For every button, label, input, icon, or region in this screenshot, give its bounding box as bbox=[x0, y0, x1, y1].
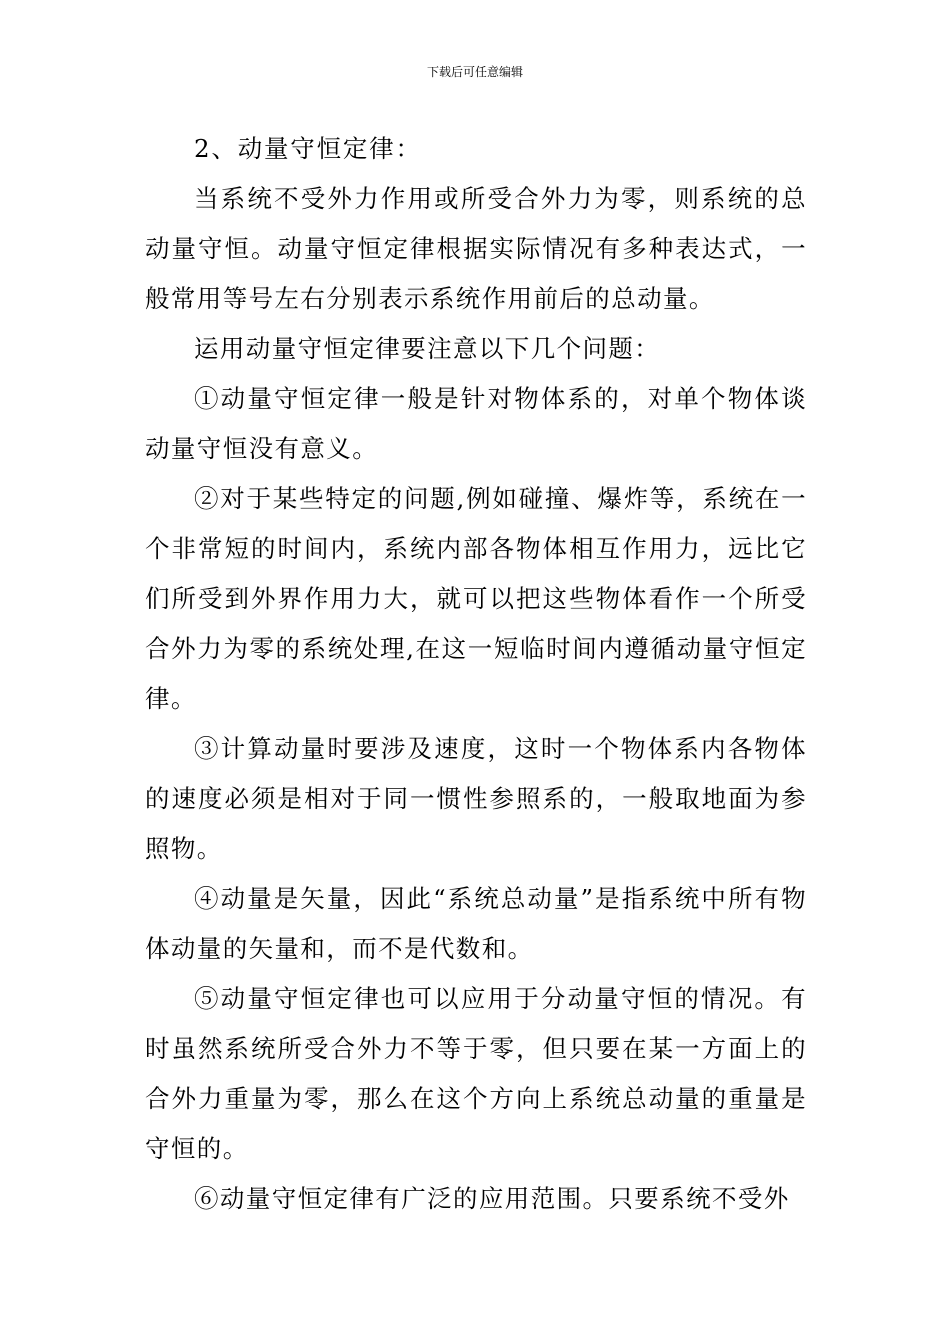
paragraph-note-4: ④动量是矢量，因此“系统总动量”是指系统中所有物体动量的矢量和，而不是代数和。 bbox=[145, 884, 807, 963]
paragraph-note-6: ⑥动量守恒定律有广泛的应用范围。只要系统不受外 bbox=[194, 1184, 790, 1213]
paragraph-note-1: ①动量守恒定律一般是针对物体系的，对单个物体谈动量守恒没有意义。 bbox=[145, 384, 807, 463]
paragraph-note-3: ③计算动量时要涉及速度，这时一个物体系内各物体的速度必须是相对于同一惯性参照系的，一般取地面为参照物。 bbox=[145, 734, 807, 863]
page-header-caption: 下载后可任意编辑 bbox=[426, 65, 523, 79]
section-heading: 2、动量守恒定律： bbox=[194, 134, 422, 163]
paragraph-note-2: ②对于某些特定的问题,例如碰撞、爆炸等，系统在一个非常短的时间内，系统内部各物体相互作用力，远比它们所受到外界作用力大，就可以把这些物体看作一个所受合外力为零的系统处理,在这一短临时间内遵循动量守恒定律。 bbox=[145, 484, 807, 713]
paragraph-definition: 当系统不受外力作用或所受合外力为零，则系统的总动量守恒。动量守恒定律根据实际情况有多种表达式，一般常用等号左右分别表示系统作用前后的总动量。 bbox=[145, 184, 807, 313]
document-body bbox=[145, 124, 807, 1224]
paragraph-note-5: ⑤动量守恒定律也可以应用于分动量守恒的情况。有时虽然系统所受合外力不等于零，但只要在某一方面上的合外力重量为零，那么在这个方向上系统总动量的重量是守恒的。 bbox=[145, 984, 807, 1163]
paragraph-intro-notes: 运用动量守恒定律要注意以下几个问题： bbox=[194, 334, 661, 363]
